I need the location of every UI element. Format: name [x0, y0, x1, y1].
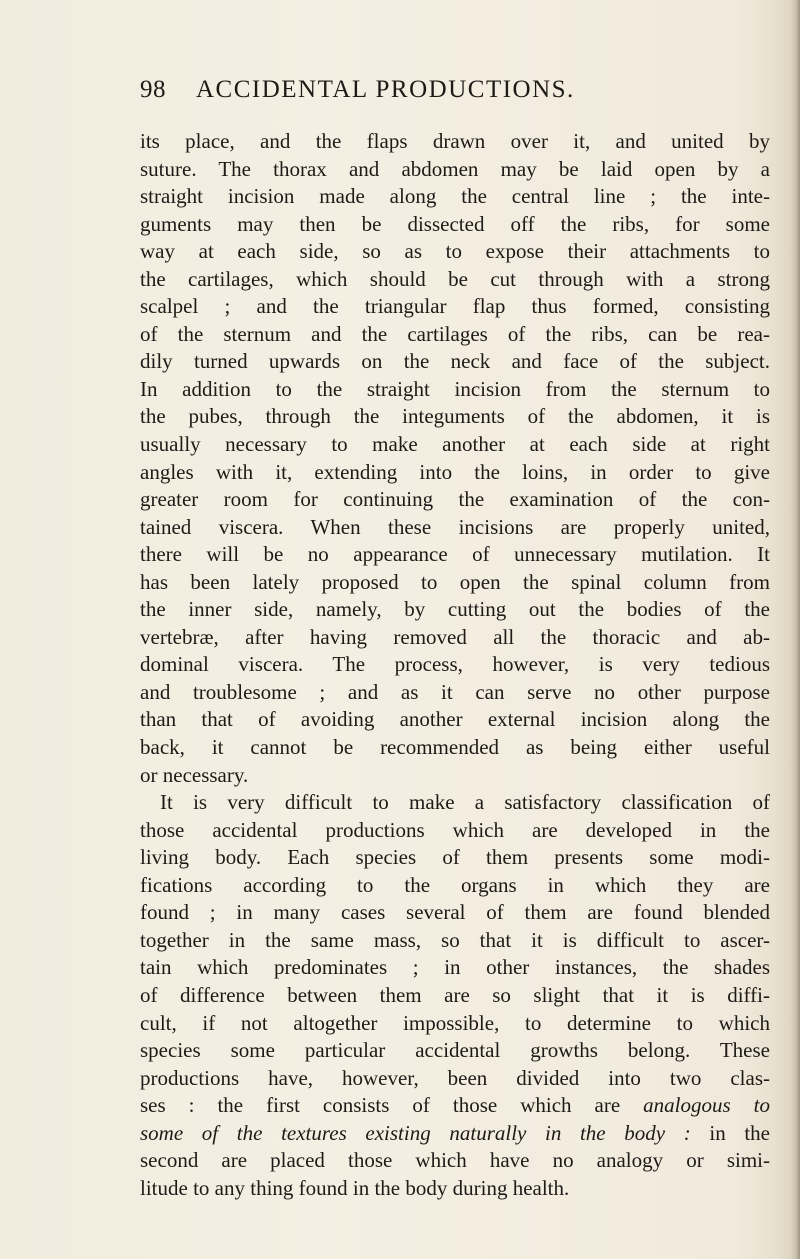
- text-line: species some particular accidental growths belong. These: [140, 1038, 770, 1063]
- text-line: tain which predominates ; in other instances, the shades: [140, 955, 770, 980]
- page-edge-shadow: [790, 0, 800, 1259]
- text-line: greater room for continuing the examination of the con-: [140, 487, 770, 512]
- paragraph-start-line: It is very difficult to make a satisfactory classification of: [160, 790, 770, 815]
- text-line: than that of avoiding another external incision along the: [140, 707, 770, 732]
- text-line: angles with it, extending into the loins, in order to give: [140, 459, 770, 484]
- text-line: guments may then be dissected off the ribs, for some: [140, 211, 770, 236]
- text-line: second are placed those which have no analogy or simi-: [140, 1148, 770, 1173]
- text-line: the cartilages, which should be cut through with a strong: [140, 266, 770, 291]
- text-line: tained viscera. When these incisions are properly united,: [140, 514, 770, 539]
- page-header: [140, 76, 675, 110]
- text-line: living body. Each species of them presents some modi-: [140, 845, 770, 870]
- text-line: has been lately proposed to open the spinal column from: [140, 569, 770, 594]
- paragraph-end-line: or necessary.: [140, 762, 249, 787]
- text-line: vertebræ, after having removed all the thoracic and ab-: [140, 624, 770, 649]
- text-line: straight incision made along the central line ; the inte-: [140, 184, 770, 209]
- text-line: the pubes, through the integuments of the abdomen, it is: [140, 404, 770, 429]
- text-line-with-italic: ses : the first consists of those which are analogous to: [140, 1093, 771, 1118]
- text-line: found ; in many cases several of them are found blended: [140, 900, 770, 925]
- text-line: In addition to the straight incision from the sternum to: [140, 376, 770, 401]
- text-line: suture. The thorax and abdomen may be laid open by a: [140, 156, 770, 181]
- text-line: productions have, however, been divided into two clas-: [140, 1065, 770, 1090]
- text-line: those accidental productions which are developed in the: [140, 817, 770, 842]
- page-number: 98: [140, 76, 166, 103]
- text-line: scalpel ; and the triangular flap thus formed, consisting: [140, 294, 770, 319]
- text-line: of difference between them are so slight that it is diffi-: [140, 982, 770, 1007]
- text-line: together in the same mass, so that it is difficult to ascer-: [140, 927, 770, 952]
- text-line: there will be no appearance of unnecessary mutilation. It: [140, 542, 770, 567]
- italic-phrase: some of the textures existing naturally in the body :: [140, 1120, 691, 1145]
- italic-phrase: analogous to: [643, 1093, 771, 1118]
- text-line: the inner side, namely, by cutting out the bodies of the: [140, 597, 770, 622]
- text-line: cult, if not altogether impossible, to determine to which: [140, 1010, 770, 1035]
- text-line: way at each side, so as to expose their attachments to: [140, 239, 770, 264]
- text-line: and troublesome ; and as it can serve no other purpose: [140, 679, 770, 704]
- text-line: back, it cannot be recommended as being either useful: [140, 735, 770, 760]
- body-text: [140, 128, 770, 1202]
- running-title: ACCIDENTAL PRODUCTIONS.: [196, 76, 575, 103]
- text-line: fications according to the organs in which they are: [140, 872, 770, 897]
- text-line: its place, and the flaps drawn over it, and united by: [140, 129, 770, 153]
- text-line: usually necessary to make another at each side at right: [140, 432, 770, 457]
- upright-phrase: in the: [690, 1120, 770, 1145]
- text-line: of the sternum and the cartilages of the ribs, can be rea-: [140, 321, 770, 346]
- text-line: dily turned upwards on the neck and face of the subject.: [140, 349, 770, 374]
- paragraph-end-line: litude to any thing found in the body during health.: [140, 1175, 570, 1200]
- text-line-with-italic: [140, 1120, 770, 1148]
- text-line: dominal viscera. The process, however, is very tedious: [140, 652, 770, 677]
